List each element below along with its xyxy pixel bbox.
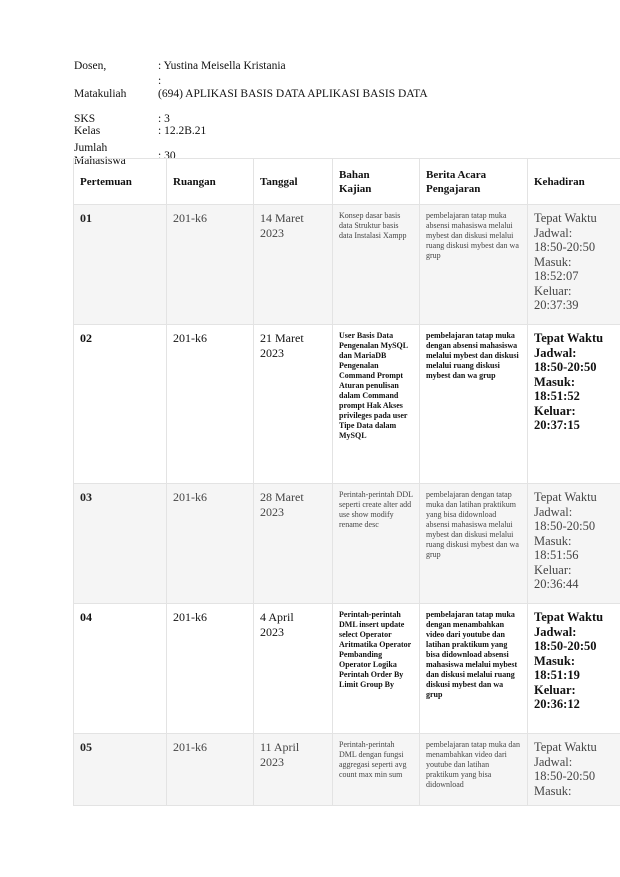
kehadiran-cell: Tepat Waktu Jadwal: 18:50-20:50 Masuk: 18:51:19 Keluar: 20:36:12 bbox=[528, 604, 620, 734]
bahan-kajian-cell: User Basis Data Pengenalan MySQL dan MariaDB Pengenalan Command Prompt Aturan penulisan dalam Command prompt Hak Akses privileges pada user Tipe Data dalam MySQL bbox=[333, 325, 420, 484]
table-row bbox=[74, 484, 620, 604]
berita-acara-cell: pembelajaran dengan tatap muka dan latihan praktikum yang bisa didownload absensi mahasiswa melalui mybest dan diskusi melalui ruang diskusi mybest dan wa grup bbox=[420, 484, 528, 604]
kelas-row bbox=[74, 125, 544, 142]
col-berita-acara: Berita Acara Pengajaran bbox=[420, 159, 528, 205]
berita-acara-cell: pembelajaran tatap muka absensi mahasiswa melalui mybest dan diskusi melalui ruang diskusi mybest dan wa grup bbox=[420, 205, 528, 325]
bahan-kajian-cell: Perintah-perintah DML insert update select Operator Aritmatika Operator Pembanding Operator Logika Perintah Order By Limit Group By bbox=[333, 604, 420, 734]
kehadiran-cell: Tepat Waktu Jadwal: 18:50-20:50 Masuk: 18:51:56 Keluar: 20:36:44 bbox=[528, 484, 620, 604]
berita-acara-cell: pembelajaran tatap muka dan menambahkan video dari youtube dan latihan praktikum yang bisa didownload bbox=[420, 734, 528, 806]
tanggal-cell: 28 Maret 2023 bbox=[254, 484, 333, 604]
ruangan-cell: 201-k6 bbox=[167, 205, 254, 325]
col-kehadiran: Kehadiran bbox=[528, 159, 620, 205]
ruangan-cell: 201-k6 bbox=[167, 325, 254, 484]
jumlah-label: Jumlah Mahasiswa bbox=[74, 142, 126, 167]
matakuliah-value: (694) APLIKASI BASIS DATA APLIKASI BASIS DATA bbox=[158, 88, 428, 100]
kelas-value: : 12.2B.21 bbox=[158, 125, 207, 137]
pertemuan-cell: 04 bbox=[74, 604, 167, 734]
matakuliah-colon: : bbox=[158, 75, 162, 87]
table-row bbox=[74, 734, 620, 806]
bahan-kajian-cell: Perintah-perintah DDL seperti create alter add use show modify rename desc bbox=[333, 484, 420, 604]
col-ruangan: Ruangan bbox=[167, 159, 254, 205]
tanggal-cell: 14 Maret 2023 bbox=[254, 205, 333, 325]
pertemuan-cell: 05 bbox=[74, 734, 167, 806]
kelas-label: Kelas bbox=[74, 125, 101, 137]
tanggal-cell: 4 April 2023 bbox=[254, 604, 333, 734]
ruangan-cell: 201-k6 bbox=[167, 484, 254, 604]
matakuliah-label: Matakuliah bbox=[74, 88, 127, 100]
bahan-kajian-cell: Konsep dasar basis data Struktur basis data Instalasi Xampp bbox=[333, 205, 420, 325]
table-row bbox=[74, 205, 620, 325]
bahan-kajian-cell: Perintah-perintah DML dengan fungsi aggregasi seperti avg count max min sum bbox=[333, 734, 420, 806]
pertemuan-cell: 03 bbox=[74, 484, 167, 604]
attendance-table bbox=[73, 158, 620, 806]
berita-acara-cell: pembelajaran tatap muka dengan menambahkan video dari youtube dan latihan praktikum yang bisa didownload absensi mahasiswa melalui mybest dan diskusi melalui ruang diskusi mybest dan wa grup bbox=[420, 604, 528, 734]
matakuliah-value-wrap bbox=[158, 75, 544, 101]
dosen-label: Dosen, bbox=[74, 60, 107, 72]
kehadiran-cell: Tepat Waktu Jadwal: 18:50-20:50 Masuk: 18:51:52 Keluar: 20:37:15 bbox=[528, 325, 620, 484]
berita-acara-cell: pembelajaran tatap muka dengan absensi mahasiswa melalui mybest dan diskusi melalui ruang diskusi mybest dan wa grup bbox=[420, 325, 528, 484]
table-header-row bbox=[74, 159, 620, 205]
sks-label: SKS bbox=[74, 113, 96, 125]
tanggal-cell: 11 April 2023 bbox=[254, 734, 333, 806]
jumlah-value: : 30 bbox=[158, 150, 176, 162]
course-info bbox=[74, 60, 544, 168]
ruangan-cell: 201-k6 bbox=[167, 604, 254, 734]
ruangan-cell: 201-k6 bbox=[167, 734, 254, 806]
table-row bbox=[74, 325, 620, 484]
col-bahan-kajian: Bahan Kajian bbox=[333, 159, 420, 205]
col-tanggal: Tanggal bbox=[254, 159, 333, 205]
sks-row bbox=[74, 113, 544, 125]
sks-value: : 3 bbox=[158, 113, 170, 125]
kehadiran-cell: Tepat Waktu Jadwal: 18:50-20:50 Masuk: bbox=[528, 734, 620, 806]
dosen-value: : Yustina Meisella Kristania bbox=[158, 60, 286, 72]
matakuliah-row bbox=[74, 75, 544, 113]
tanggal-cell: 21 Maret 2023 bbox=[254, 325, 333, 484]
dosen-row bbox=[74, 60, 544, 75]
table-row bbox=[74, 604, 620, 734]
col-pertemuan: Pertemuan bbox=[74, 159, 167, 205]
pertemuan-cell: 01 bbox=[74, 205, 167, 325]
pertemuan-cell: 02 bbox=[74, 325, 167, 484]
kehadiran-cell: Tepat Waktu Jadwal: 18:50-20:50 Masuk: 18:52:07 Keluar: 20:37:39 bbox=[528, 205, 620, 325]
